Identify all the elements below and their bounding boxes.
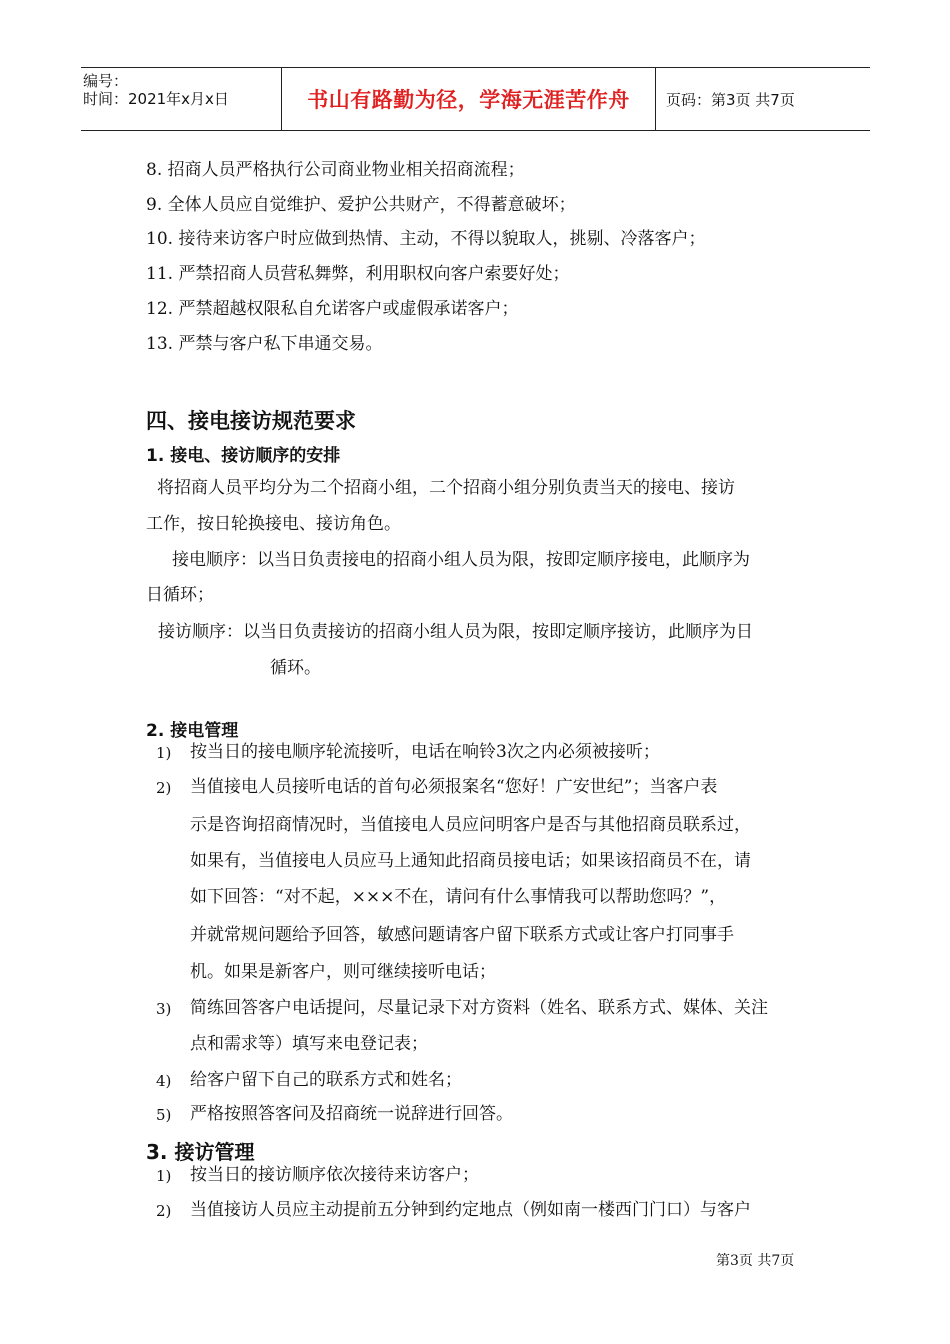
- list-item: 当值接访人员应主动提前五分钟到约定地点（例如南一楼西门门口）与客户: [190, 1200, 751, 1220]
- list-item: 如果有，当值接电人员应马上通知此招商员接电话；如果该招商员不在，请: [190, 851, 751, 871]
- list-item: 简练回答客户电话提问，尽量记录下对方资料（姓名、联系方式、媒体、关注: [190, 998, 768, 1018]
- time-label: 时间：2021年x月x日: [83, 90, 229, 108]
- list-item: 点和需求等）填写来电登记表；: [190, 1034, 428, 1054]
- header-slogan-cell: [281, 68, 656, 130]
- list-number: 2): [156, 1202, 172, 1220]
- list-number: 5): [156, 1106, 172, 1124]
- list-item: 如下回答：“对不起，×××不在，请问有什么事情我可以帮助您吗？”，: [190, 887, 727, 907]
- list-number: 1): [156, 744, 172, 762]
- list-number: 4): [156, 1072, 172, 1090]
- list-item: 按当日的接访顺序依次接待来访客户；: [190, 1165, 479, 1185]
- rule-item: 10. 接待来访客户时应做到热情、主动，不得以貌取人，挑剔、冷落客户；: [146, 229, 706, 249]
- page-header: [81, 67, 870, 131]
- list-number: 3): [156, 1000, 172, 1018]
- list-item: 严格按照答客问及招商统一说辞进行回答。: [190, 1104, 513, 1124]
- subsection-title: 1. 接电、接访顺序的安排: [146, 446, 341, 466]
- paragraph-line: 接电顺序：以当日负责接电的招商小组人员为限，按即定顺序接电，此顺序为: [172, 550, 750, 570]
- rule-item: 8. 招商人员严格执行公司商业物业相关招商流程；: [146, 160, 525, 180]
- list-number: 1): [156, 1167, 172, 1185]
- rule-item: 9. 全体人员应自觉维护、爱护公共财产，不得蓄意破坏；: [146, 195, 576, 215]
- section-title: 四、接电接访规范要求: [146, 409, 356, 433]
- list-number: 2): [156, 779, 172, 797]
- serial-label: 编号：: [83, 72, 129, 90]
- header-page-cell: [656, 68, 870, 130]
- list-item: 机。如果是新客户，则可继续接听电话；: [190, 962, 496, 982]
- paragraph-line: 循环。: [270, 658, 321, 678]
- list-item: 示是咨询招商情况时，当值接电人员应问明客户是否与其他招商员联系过，: [190, 815, 751, 835]
- rule-item: 11. 严禁招商人员营私舞弊，利用职权向客户索要好处；: [146, 264, 570, 284]
- paragraph-line: 将招商人员平均分为二个招商小组，二个招商小组分别负责当天的接电、接访: [157, 478, 735, 498]
- paragraph-line: 工作，按日轮换接电、接访角色。: [146, 514, 401, 534]
- header-page-label: 页码：第3页 共7页: [666, 90, 795, 109]
- paragraph-line: 接访顺序：以当日负责接访的招商小组人员为限，按即定顺序接访，此顺序为日: [158, 622, 753, 642]
- paragraph-line: 日循环；: [146, 585, 214, 605]
- subsection-title: 3. 接访管理: [146, 1140, 255, 1164]
- list-item: 当值接电人员接听电话的首句必须报案名“您好！广安世纪”；当客户表: [190, 777, 718, 797]
- rule-item: 12. 严禁超越权限私自允诺客户或虚假承诺客户；: [146, 299, 519, 319]
- list-item: 给客户留下自己的联系方式和姓名；: [190, 1070, 462, 1090]
- list-item: 并就常规问题给予回答，敏感问题请客户留下联系方式或让客户打同事手: [190, 925, 734, 945]
- header-left-cell: [81, 68, 281, 130]
- footer-page-number: 第3页 共7页: [716, 1253, 795, 1269]
- rule-item: 13. 严禁与客户私下串通交易。: [146, 334, 383, 354]
- subsection-title: 2. 接电管理: [146, 721, 239, 741]
- list-item: 按当日的接电顺序轮流接听，电话在响铃3次之内必须被接听；: [190, 742, 660, 762]
- slogan: 书山有路勤为径，学海无涯苦作舟: [307, 88, 630, 112]
